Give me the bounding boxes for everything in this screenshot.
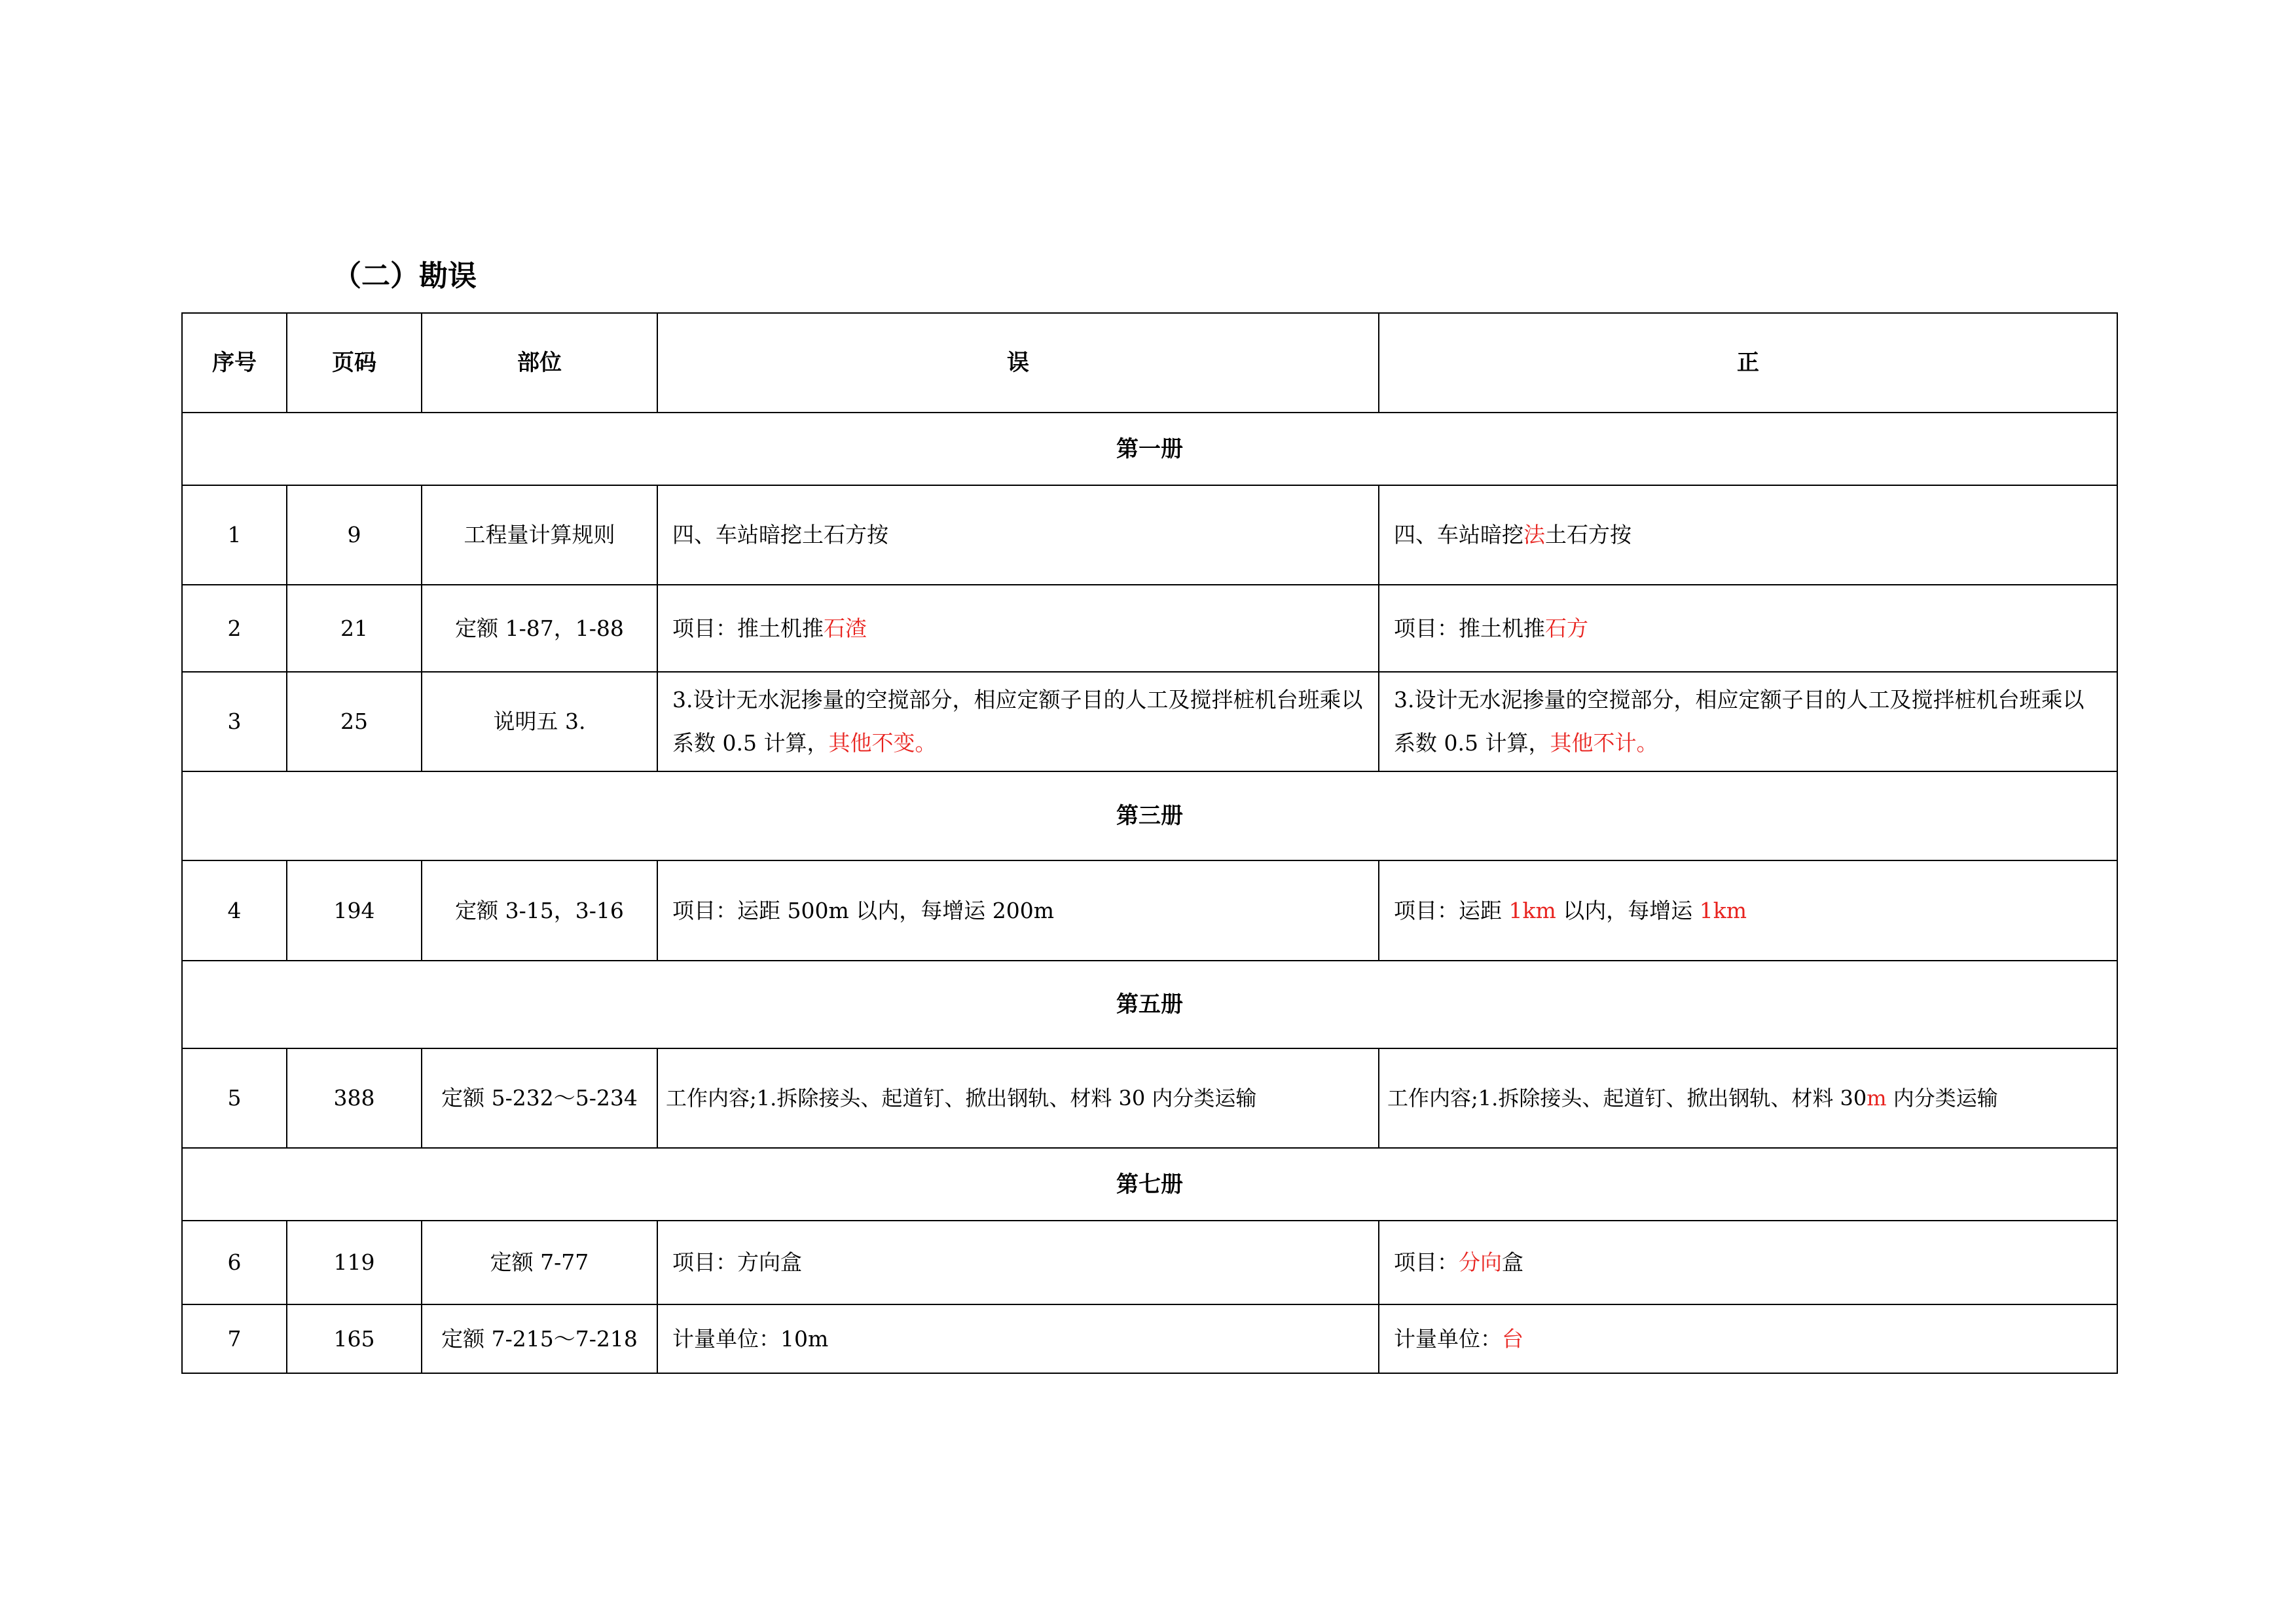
cell-page: 9 (287, 485, 422, 585)
correction-text: 内分类运输 (1886, 1086, 1998, 1111)
cell-location: 定额 7-77 (422, 1221, 657, 1304)
section-row (182, 1148, 2117, 1221)
header-serial-number: 序号 (182, 313, 287, 413)
cell-serial: 2 (182, 585, 287, 672)
cell-serial: 7 (182, 1304, 287, 1373)
header-error: 误 (657, 313, 1379, 413)
errata-table (181, 312, 2118, 1374)
table-row (182, 1304, 2117, 1373)
cell-error (657, 585, 1379, 672)
cell-error: 项目：运距 500m 以内，每增运 200m (657, 860, 1379, 961)
correction-text: 以内，每增运 (1556, 897, 1700, 923)
error-text: 3.设计无水泥掺量的空搅部分，相应定额子目的人工及搅拌桩机台班乘以系数 0.5 计算， (672, 687, 1363, 756)
section-row (182, 413, 2117, 485)
cell-error: 项目：方向盒 (657, 1221, 1379, 1304)
cell-serial: 3 (182, 672, 287, 771)
error-highlight: 石渣 (824, 615, 867, 641)
table-row (182, 585, 2117, 672)
cell-error: 工作内容;1.拆除接头、起道钉、掀出钢轨、材料 30 内分类运输 (657, 1048, 1379, 1148)
header-location: 部位 (422, 313, 657, 413)
section-row (182, 961, 2117, 1048)
cell-location: 定额 3-15，3-16 (422, 860, 657, 961)
section-title-volume-3: 第三册 (182, 771, 2117, 860)
correction-text: 工作内容;1.拆除接头、起道钉、掀出钢轨、材料 30 (1387, 1086, 1867, 1111)
error-text: 项目：推土机推 (672, 615, 824, 641)
correction-highlight: 法 (1523, 522, 1545, 547)
correction-text: 项目：运距 (1394, 897, 1509, 923)
cell-error: 计量单位：10m (657, 1304, 1379, 1373)
table-row (182, 1048, 2117, 1148)
section-title-volume-7: 第七册 (182, 1148, 2117, 1221)
cell-location: 说明五 3. (422, 672, 657, 771)
section-title-volume-1: 第一册 (182, 413, 2117, 485)
correction-text: 项目： (1394, 1249, 1459, 1275)
header-correction: 正 (1379, 313, 2117, 413)
table-header-row (182, 313, 2117, 413)
correction-highlight: 台 (1502, 1325, 1523, 1352)
cell-page: 25 (287, 672, 422, 771)
cell-correction (1379, 1304, 2117, 1373)
header-page-number: 页码 (287, 313, 422, 413)
cell-correction (1379, 672, 2117, 771)
cell-serial: 1 (182, 485, 287, 585)
correction-highlight: 1km (1508, 897, 1556, 923)
correction-highlight: m (1867, 1086, 1887, 1111)
section-row (182, 771, 2117, 860)
cell-location: 工程量计算规则 (422, 485, 657, 585)
table-row (182, 860, 2117, 961)
cell-correction (1379, 585, 2117, 672)
cell-serial: 4 (182, 860, 287, 961)
correction-text: 盒 (1502, 1249, 1523, 1275)
cell-serial: 6 (182, 1221, 287, 1304)
correction-highlight: 石方 (1545, 615, 1588, 641)
cell-error: 四、车站暗挖土石方按 (657, 485, 1379, 585)
cell-error (657, 672, 1379, 771)
cell-page: 165 (287, 1304, 422, 1373)
cell-correction (1379, 485, 2117, 585)
cell-location: 定额 7-215～7-218 (422, 1304, 657, 1373)
correction-text: 四、车站暗挖 (1394, 522, 1523, 547)
cell-location: 定额 5-232～5-234 (422, 1048, 657, 1148)
correction-text: 计量单位： (1394, 1325, 1502, 1352)
correction-text: 土石方按 (1545, 522, 1631, 547)
error-highlight: 其他不变。 (828, 730, 937, 756)
table-row (182, 485, 2117, 585)
section-title-volume-5: 第五册 (182, 961, 2117, 1048)
cell-correction (1379, 1221, 2117, 1304)
table-row (182, 672, 2117, 771)
cell-correction (1379, 860, 2117, 961)
correction-text: 3.设计无水泥掺量的空搅部分，相应定额子目的人工及搅拌桩机台班乘以系数 0.5 计算， (1394, 687, 2085, 756)
cell-page: 119 (287, 1221, 422, 1304)
cell-page: 21 (287, 585, 422, 672)
correction-highlight: 分向 (1459, 1249, 1502, 1275)
cell-page: 194 (287, 860, 422, 961)
page-heading: （二）勘误 (333, 259, 477, 293)
cell-serial: 5 (182, 1048, 287, 1148)
cell-location: 定额 1-87，1-88 (422, 585, 657, 672)
cell-correction (1379, 1048, 2117, 1148)
table-row (182, 1221, 2117, 1304)
correction-text: 项目：推土机推 (1394, 615, 1545, 641)
cell-page: 388 (287, 1048, 422, 1148)
correction-highlight: 1km (1699, 897, 1747, 923)
correction-highlight: 其他不计。 (1550, 730, 1658, 756)
